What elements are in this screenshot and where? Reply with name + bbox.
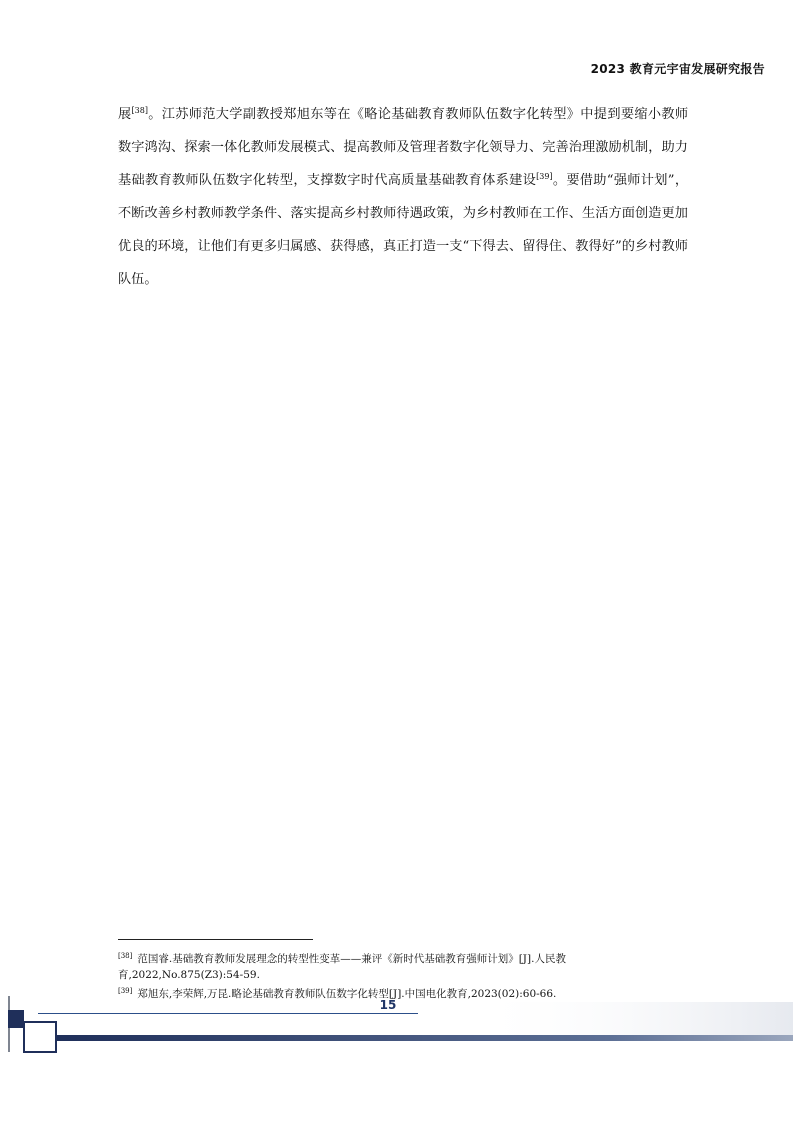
corner-square: [8, 1010, 24, 1028]
footnote-text: 郑旭东,李荣辉,万昆.略论基础教育教师队伍数字化转型[J].中国电化教育,2023(02):60-66.: [137, 988, 557, 1000]
corner-frame: [24, 1022, 56, 1052]
footnote-text: 范国睿.基础教育教师发展理念的转型性变革——兼评《新时代基础教育强师计划》[J].人民教育,2022,No.875(Z3):54-59.: [118, 953, 566, 981]
body-paragraph: [118, 98, 688, 296]
footnote-marker: [39]: [118, 987, 133, 995]
citation-39[interactable]: [39]: [536, 172, 553, 181]
paragraph-text-end: 。要借助“强师计划”，不断改善乡村教师教学条件、落实提高乡村教师待遇政策，为乡村教师在工作、生活方面创造更加优良的环境，让他们有更多归属感、获得感，真正打造一支“下得去、留得住、教得好”的乡村教师队伍。: [118, 173, 689, 287]
paragraph-text-middle: 。江苏师范大学副教授郑旭东等在《略论基础教育教师队伍数字化转型》中提到要缩小教师数字鸿沟、探索一体化教师发展模式、提高教师及管理者数字化领导力、完善治理激励机制，助力基础教育教师队伍数字化转型，支撑数字时代高质量基础教育体系建设: [118, 107, 689, 188]
page-number: 15: [379, 998, 397, 1012]
footnote-marker: [38]: [118, 952, 133, 960]
citation-38[interactable]: [38]: [131, 106, 148, 115]
paragraph-text-start: 展: [118, 107, 132, 122]
footnote-38: [118, 948, 638, 983]
footer-thin-line: [38, 1013, 418, 1014]
footer-bar: [56, 1035, 793, 1041]
page-footer: [0, 990, 793, 1060]
report-title: 2023 教育元宇宙发展研究报告: [590, 62, 765, 76]
footnote-divider: [118, 939, 313, 940]
faded-banner: [470, 1002, 793, 1036]
